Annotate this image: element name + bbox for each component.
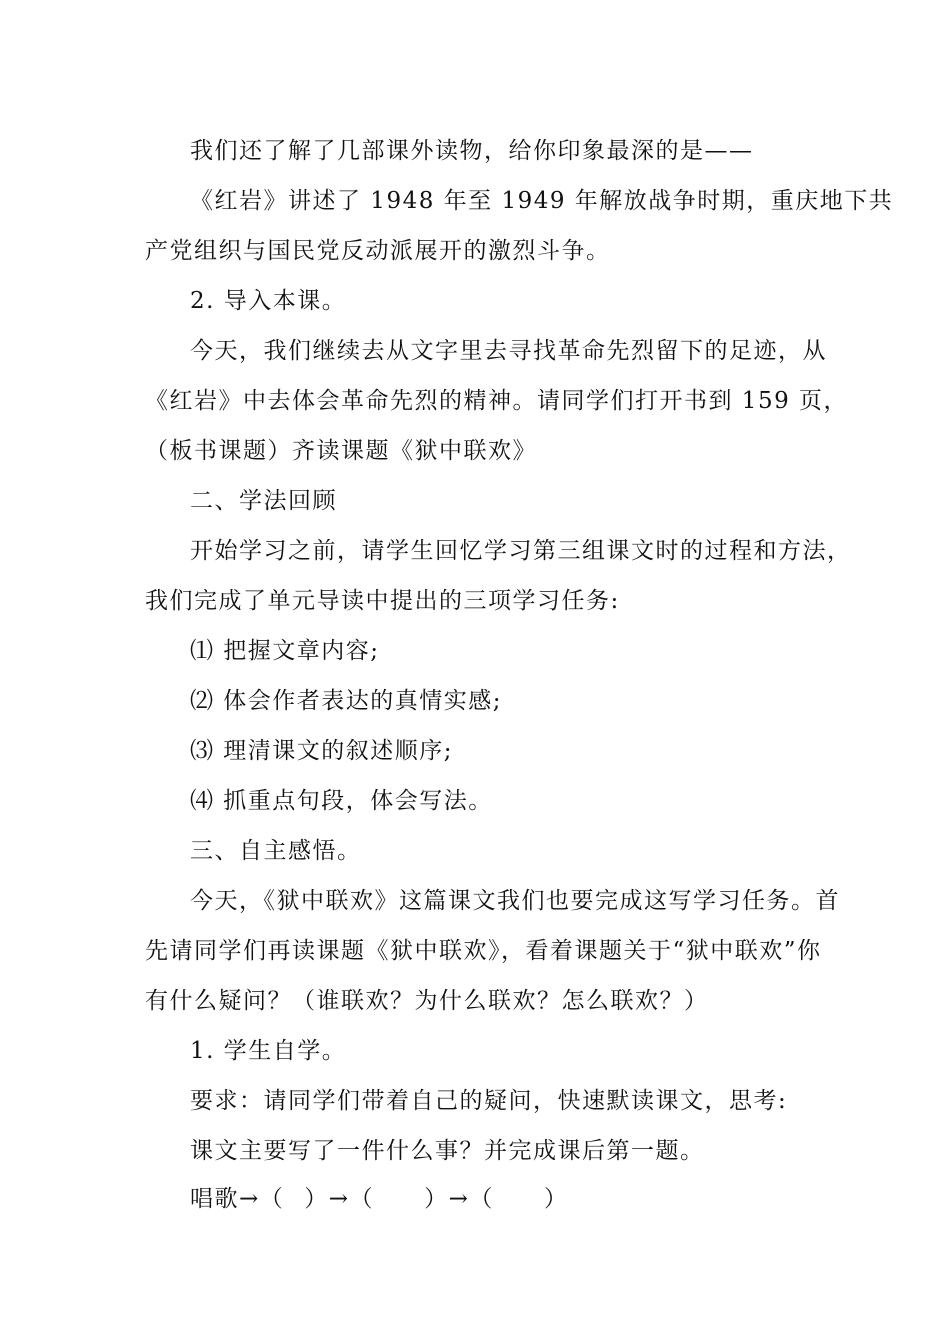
blank-open: （ — [259, 1186, 285, 1212]
arrow-icon: → — [328, 1186, 350, 1212]
blank-open: （ — [349, 1186, 375, 1212]
paragraph-line: 我们完成了单元导读中提出的三项学习任务: — [145, 588, 620, 614]
paragraph-line: 《红岩》中去体会革命先烈的精神。请同学们打开书到 159 页， — [145, 388, 849, 414]
section-heading: 1. 学生自学。 — [190, 1038, 347, 1064]
paragraph-line: （板书课题）齐读课题《狱中联欢》 — [145, 438, 537, 464]
arrow-icon: → — [239, 1186, 260, 1212]
blank-close: ） — [543, 1186, 569, 1212]
list-item: ⑷ 抓重点句段，体会写法。 — [190, 788, 493, 814]
flow-start: 唱歌 — [190, 1186, 239, 1212]
arrow-icon: → — [448, 1186, 470, 1212]
list-item: ⑵ 体会作者表达的真情实感; — [190, 688, 503, 714]
paragraph-line: 课文主要写了一件什么事？并完成课后第一题。 — [190, 1138, 705, 1164]
section-heading: 二、学法回顾 — [190, 488, 337, 514]
section-heading: 2. 导入本课。 — [190, 288, 347, 314]
paragraph-line: 今天，《狱中联欢》这篇课文我们也要完成这写学习任务。首 — [190, 888, 840, 914]
blank-close: ） — [424, 1186, 449, 1212]
paragraph-line: 今天，我们继续去从文字里去寻找革命先烈留下的足迹，从 — [190, 338, 827, 364]
paragraph-line: 开始学习之前，请学生回忆学习第三组课文时的过程和方法， — [190, 538, 852, 564]
blank-open: （ — [469, 1186, 494, 1212]
paragraph-line: 有什么疑问？（谁联欢？为什么联欢？怎么联欢？） — [145, 988, 709, 1014]
paragraph-line: 产党组织与国民党反动派展开的激烈斗争。 — [145, 238, 611, 264]
paragraph-line: 要求：请同学们带着自己的疑问，快速默读课文，思考: — [190, 1088, 788, 1114]
paragraph-line: 我们还了解了几部课外读物，给你印象最深的是—— — [190, 138, 754, 164]
section-heading: 三、自主感悟。 — [190, 838, 362, 864]
blank-close: ） — [304, 1186, 329, 1212]
paragraph-line: 先请同学们再读课题《狱中联欢》，看着课题关于“狱中联欢”你 — [145, 938, 822, 964]
paragraph-line: 《红岩》讲述了 1948 年至 1949 年解放战争时期，重庆地下共 — [190, 188, 894, 214]
flow-sequence — [190, 1184, 568, 1214]
list-item: ⑴ 把握文章内容; — [190, 638, 380, 664]
list-item: ⑶ 理清课文的叙述顺序; — [190, 738, 454, 764]
